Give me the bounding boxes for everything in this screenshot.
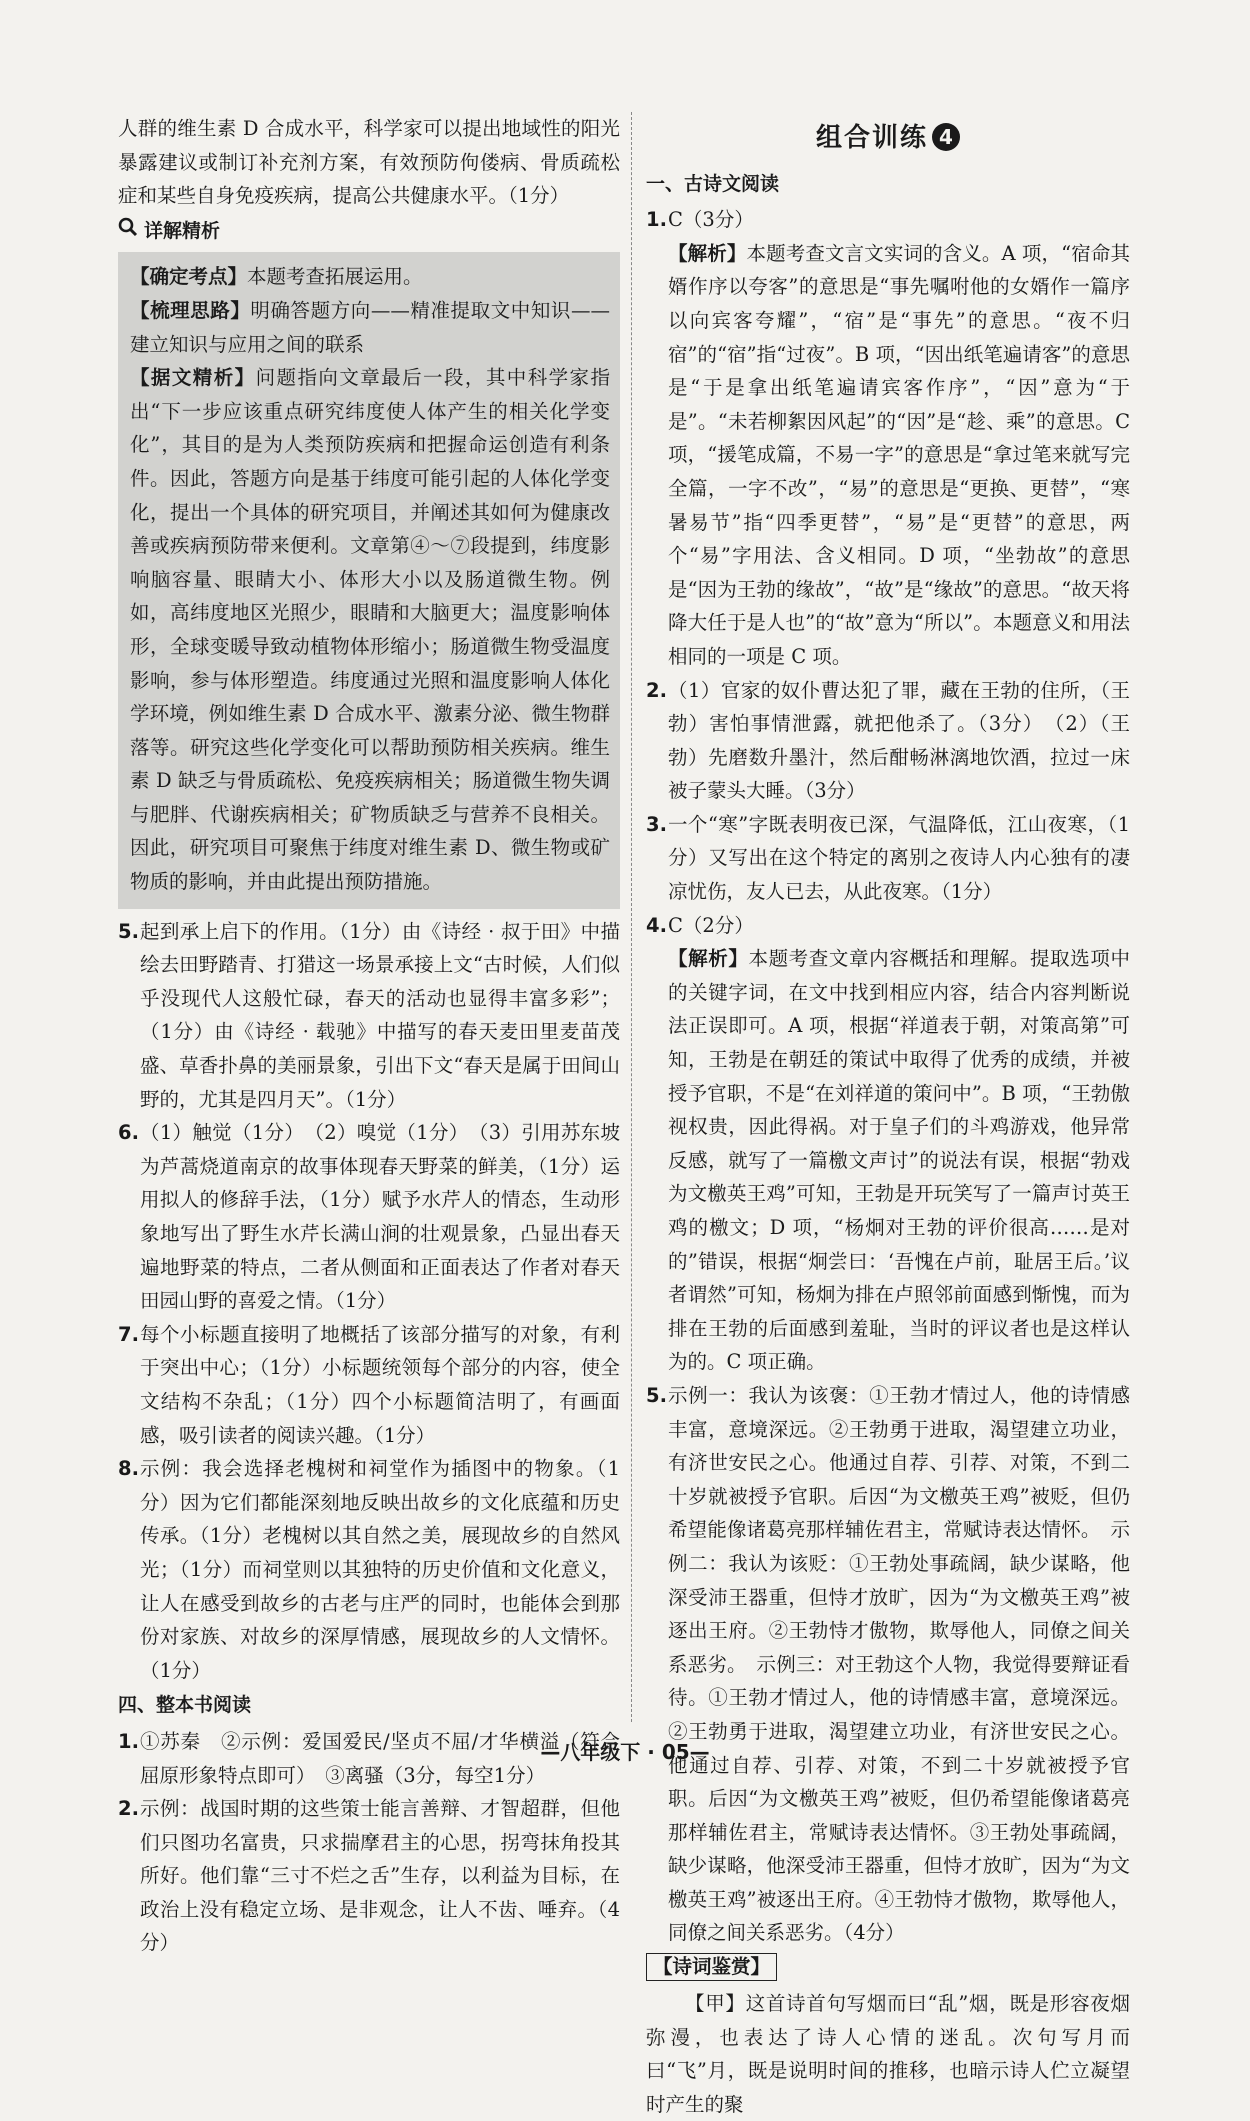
book-item (118, 1792, 620, 1960)
item-number: 7. (118, 1322, 139, 1346)
analysis-tag: 【解析】 (668, 241, 747, 265)
item-text: ①苏秦 ②示例：爱国爱民/坚贞不屈/才华横溢（符合屈原形象特点即可） ③离骚（3分，每空1分） (140, 1729, 620, 1787)
item-number: 6. (118, 1121, 139, 1145)
poem-text: 【甲】这首诗首句写烟而曰“乱”烟，既是形容夜烟弥漫，也表达了诗人心情的迷乱。次句写月而曰“飞”月，既是说明时间的推移，也暗示诗人伫立凝望时产生的聚 (646, 1992, 1130, 2116)
item-number: 1. (646, 208, 667, 232)
column-divider (631, 112, 632, 1722)
item-text: 示例：我会选择老槐树和祠堂作为插图中的物象。（1分）因为它们都能深刻地反映出故乡的文化底蕴和历史传承。（1分）老槐树以其自然之美，展现故乡的自然风光；（1分）而祠堂则以其独特的历史价值和文化意义，让人在感受到故乡的古老与庄严的同时，也能体会到那份对家族、对故乡的深厚情感，展现故乡的人文情怀。（1分） (140, 1457, 620, 1682)
item-number: 4. (646, 913, 667, 937)
item-text: 每个小标题直接明了地概括了该部分描写的对象，有利于突出中心；（1分）小标题统领每个部分的内容，使全文结构不杂乱；（1分）四个小标题简洁明了，有画面感，吸引读者的阅读兴趣。（1分） (140, 1322, 620, 1447)
answer-item (646, 909, 1130, 1379)
analysis-title: 详解精析 (144, 219, 221, 242)
answer-item (646, 1379, 1130, 1950)
answer-item (646, 674, 1130, 808)
item-number: 2. (646, 678, 667, 702)
left-intro: 人群的维生素 D 合成水平，科学家可以提出地域性的阳光暴露建议或制订补充剂方案，有效预防佝偻病、骨质疏松症和某些自身免疫疾病，提高公共健康水平。（1分） (118, 117, 620, 208)
item-text: 示例：战国时期的这些策士能言善辩、才智超群，但他们只图功名富贵，只求揣摩君主的心思，拐弯抹角投其所好。他们靠“三寸不烂之舌”生存，以利益为目标，在政治上没有稳定立场、是非观念，让人不齿、唾弃。（4分） (140, 1797, 620, 1955)
analysis-heading (118, 215, 620, 249)
analysis-point (130, 361, 610, 899)
item-number: 3. (646, 812, 667, 836)
title-number: 4 (932, 123, 960, 151)
item-head: C（3分） (668, 208, 754, 232)
item-text: 示例一：我认为该褒：①王勃才情过人，他的诗情感丰富，意境深远。②王勃勇于进取，渴望建立功业，有济世安民之心。他通过自荐、引荐、对策，不到二十岁就被授予官职。后因“为文檄英王鸡”被贬，但仍希望能像诸葛亮那样辅佐君主，常赋诗表达情怀。 示例二：我认为该贬：①王勃处事疏阔，缺少谋略，他深受沛王器重，但恃才放旷，因为“为文檄英王鸡”被逐出王府。②王勃恃才傲物，欺辱他人，同僚之间关系恶劣。 示例三：对王勃这个人物，我觉得要辩证看待。①王勃才情过人，他的诗情感丰富，意境深远。②王勃勇于进取，渴望建立功业，有济世安民之心。他通过自荐、引荐、对策，不到二十岁就被授予官职。后因“为文檄英王鸡”被贬，但仍希望能像诸葛亮那样辅佐君主，常赋诗表达情怀。③王勃处事疏阔，缺少谋略，他深受沛王器重，但恃才放旷，因为“为文檄英王鸡”被逐出王府。④王勃恃才傲物，欺辱他人，同僚之间关系恶劣。（4分） (668, 1383, 1130, 1945)
answer-item (118, 915, 620, 1117)
analysis-text: 明确答题方向——精准提取文中知识——建立知识与应用之间的联系 (130, 298, 610, 356)
item-number: 2. (118, 1797, 139, 1821)
item-text: 起到承上启下的作用。（1分）由《诗经 · 叔于田》中描绘去田野踏青、打猎这一场景承接上文“古时候，人们似乎没现代人这般忙碌，春天的活动也显得丰富多彩”；（1分）由《诗经 · 载驰》中描写的春天麦田里麦苗茂盛、草香扑鼻的美丽景象，引出下文“春天是属于田间山野的，尤其是四月天”。（1分） (140, 919, 620, 1111)
answer-item (646, 808, 1130, 909)
right-column (646, 118, 1130, 2121)
magnifier-icon (118, 215, 138, 249)
page-footer: —八年级下 · 05— (540, 1740, 710, 1764)
answer-item (118, 1452, 620, 1687)
analysis-tag: 【确定考点】 (130, 265, 248, 289)
item-number: 8. (118, 1457, 139, 1481)
item-text: 本题考查文言文实词的含义。A 项，“宿命其婿作序以夸客”的意思是“事先嘱咐他的女婿作一篇序以向宾客夸耀”，“宿”是“事先”的意思。“夜不归宿”的“宿”指“过夜”。B 项，“因出纸笔遍请客”的意思是“于是拿出纸笔遍请宾客作序”，“因”意为“于是”。“未若柳絮因风起”的“因”是“趁、乘”的意思。C 项，“援笔成篇，不易一字”的意思是“拿过笔来就写完全篇，一字不改”，“易”的意思是“更换、更替”，“寒暑易节”指“四季更替”，“易”是“更替”的意思，两个“易”字用法、含义相同。D 项，“坐勃故”的意思是“因为王勃的缘故”，“故”是“缘故”的意思。“故天将降大任于是人也”的“故”意为“所以”。本题意义和用法相同的一项是 C 项。 (668, 241, 1130, 668)
item-head: C（2分） (668, 913, 754, 937)
analysis-tag: 【解析】 (668, 947, 749, 971)
analysis-text: 本题考查拓展运用。 (247, 265, 423, 289)
analysis-point (130, 260, 610, 294)
page-title (646, 122, 1130, 156)
answer-item (646, 203, 1130, 673)
poem-label: 【诗词鉴赏】 (646, 1953, 777, 1981)
item-text: （1）官家的奴仆曹达犯了罪，藏在王勃的住所，（王勃）害怕事情泄露，就把他杀了。（3分） （2）（王勃）先磨数升墨汁，然后酣畅淋漓地饮酒，拉过一床被子蒙头大睡。（3分） (668, 678, 1130, 803)
section4-title: 四、整本书阅读 (118, 1694, 252, 1717)
analysis-tag: 【据文精析】 (130, 366, 256, 390)
analysis-point (130, 294, 610, 361)
item-text: 一个“寒”字既表明夜已深，气温降低，江山夜寒，（1分）又写出在这个特定的离别之夜诗人内心独有的凄凉忧伤，友人已去，从此夜寒。（1分） (668, 812, 1130, 904)
analysis-text: 问题指向文章最后一段，其中科学家指出“下一步应该重点研究纬度使人体产生的相关化学变化”，其目的是为人类预防疾病和把握命运创造有利条件。因此，答题方向是基于纬度可能引起的人体化学变化，提出一个具体的研究项目，并阐述其如何为健康改善或疾病预防带来便利。文章第④～⑦段提到，纬度影响脑容量、眼睛大小、体形大小以及肠道微生物。例如，高纬度地区光照少，眼睛和大脑更大；温度影响体形，全球变暖导致动植物体形缩小；肠道微生物受温度影响，参与体形塑造。纬度通过光照和温度影响人体化学环境，例如维生素 D 合成水平、激素分泌、微生物群落等。研究这些化学变化可以帮助预防相关疾病。维生素 D 缺乏与骨质疏松、免疫疾病相关；肠道微生物失调与肥胖、代谢疾病相关；矿物质缺乏与营养不良相关。因此，研究项目可聚焦于纬度对维生素 D、微生物或矿物质的影响，并由此提出预防措施。 (130, 366, 610, 894)
left-column (118, 112, 620, 1960)
item-number: 1. (118, 1729, 139, 1753)
item-number: 5. (118, 919, 139, 943)
item-text: 本题考查文章内容概括和理解。提取选项中的关键字词，在文中找到相应内容，结合内容判断说法正误即可。A 项，根据“祥道表于朝，对策高第”可知，王勃是在朝廷的策试中取得了优秀的成绩，并被授予官职，不是“在刘祥道的策问中”。B 项，“王勃傲视权贵，因此得祸。对于皇子们的斗鸡游戏，他异常反感，就写了一篇檄文声讨”的说法有误，根据“勃戏为文檄英王鸡”可知，王勃是开玩笑写了一篇声讨英王鸡的檄文；D 项，“杨炯对王勃的评价很高……是对的”错误，根据“炯尝曰：‘吾愧在卢前，耻居王后。’议者谓然”可知，杨炯为排在卢照邻前面感到惭愧，而为排在王勃的后面感到羞耻，当时的评议者也是这样认为的。C 项正确。 (668, 947, 1130, 1374)
title-text: 组合训练 (815, 123, 928, 153)
answer-item (118, 1318, 620, 1452)
answer-item (118, 1116, 620, 1318)
item-number: 5. (646, 1383, 667, 1407)
section1-title: 一、古诗文阅读 (646, 172, 780, 195)
analysis-tag: 【梳理思路】 (130, 298, 251, 322)
item-text: （1）触觉（1分） （2）嗅觉（1分） （3）引用苏东坡为芦蒿烧道南京的故事体现春天野菜的鲜美，（1分）运用拟人的修辞手法，（1分）赋予水芹人的情态，生动形象地写出了野生水芹长满山涧的壮观景象，凸显出春天遍地野菜的特点，二者从侧面和正面表达了作者对春天田园山野的喜爱之情。（1分） (140, 1121, 620, 1313)
analysis-box (118, 252, 620, 908)
